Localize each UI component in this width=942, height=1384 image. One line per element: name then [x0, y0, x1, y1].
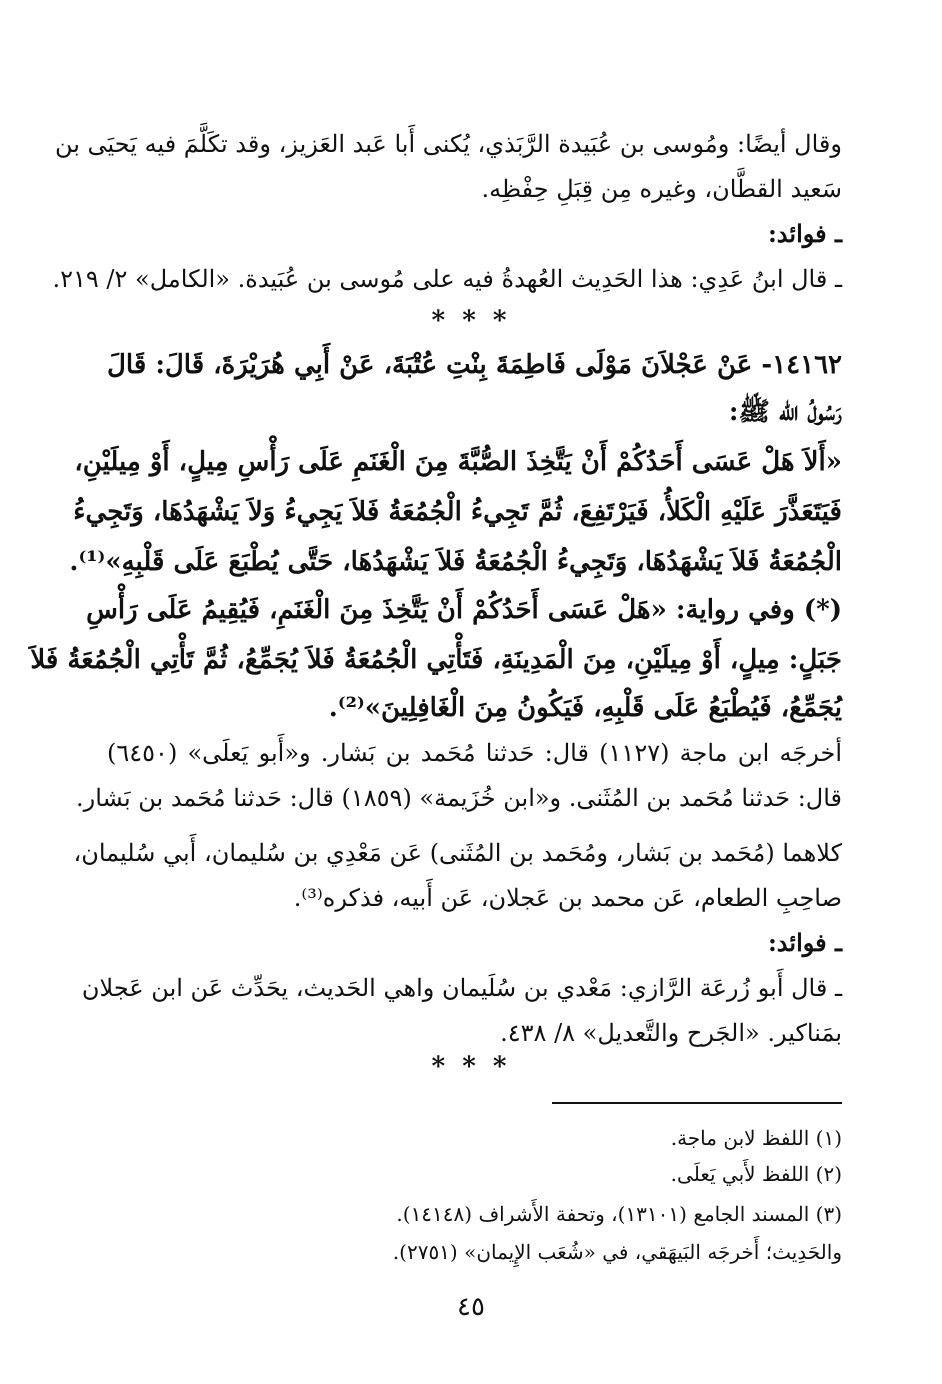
fawaid2-heading: ـ فوائد: [767, 928, 842, 957]
separator-stars: * * * [431, 306, 511, 336]
footnote-2: (٢) اللفظ لأَبي يَعلَى. [670, 1162, 842, 1186]
takhrij-line1: أخرجَه ابن ماجة (١١٢٧) قال: حَدثنا مُحَمد بن بَشار. و«أَبو يَعلَى» (٦٤٥٠) [107, 739, 842, 767]
takhrij-line2: قال: حَدثنا مُحَمد بن المُثَنى. و«ابن خُزَيمة» (١٨٥٩) قال: حَدثنا مُحَمد بن بَشار. [76, 784, 842, 812]
footnote-1: (١) اللفظ لابن ماجة. [670, 1126, 842, 1150]
hadith-line4: فَيَتَعَذَّرَ عَلَيْهِ الْكَلأُ، فَيَرْتَفِعَ، ثُمَّ تَجِيءُ الْجُمُعَةُ فَلاَ يَجِيءُ وَلاَ يَشْهَدُهَا، وَتَجِيءُ [73, 497, 842, 527]
hadith-line3: «أَلاَ هَلْ عَسَى أَحَدُكُمْ أَنْ يَتَّخِذَ الصُّبَّةَ مِنَ الْغَنَمِ عَلَى رَأْسِ مِيلٍ، أَوْ مِيلَيْنِ، [74, 447, 842, 477]
footnote-4: والحَدِيث؛ أَخرجَه البَيهَقي، في «شُعَب الإِيمان» (٢٧٥١). [392, 1240, 842, 1264]
kilahuma-line1: كلاهما (مُحَمد بن بَشار، ومُحَمد بن المُثَنى) عَن مَعْدِي بن سُليمان، أَبي سُليمان، [73, 839, 842, 867]
separator-stars-2: * * * [431, 1052, 511, 1082]
riwaya-line2: جَبَلٍ: مِيلٍ، أَوْ مِيلَيْنِ، مِنَ الْمَدِينَةِ، فَتَأْتِي الْجُمُعَةُ فَلاَ يُجَمِّعُ، ثُمَّ تَأْتِي الْجُمُعَةُ فَلاَ [30, 645, 842, 675]
riwaya-line1: (*) وفي رواية: «هَلْ عَسَى أَحَدُكُمْ أَنْ يَتَّخِذَ مِنَ الْغَنَمِ، فَيُقِيمُ عَلَى رَأْسِ [86, 595, 842, 625]
fawaid2-line1: ـ قال أَبو زُرعَة الرَّازي: مَعْدي بن سُلَيمان واهي الحَديث، يحَدِّث عَن ابن عَجلان [81, 974, 842, 1002]
fawaid1-heading: ـ فوائد: [767, 219, 842, 248]
hadith-line2: رَسُولُ الله ﷺ: [728, 397, 842, 427]
paragraph1-line1: وقال أيضًا: ومُوسى بن عُبَيدة الرَّبَذي، يُكنى أَبا عَبد العَزيز، وقد تكَلَّمَ فيه يَحيَى بن [54, 130, 842, 158]
footnote-3: (٣) المسند الجامع (١٣١٠١)، وتحفة الأَشراف (١٤١٤٨). [396, 1202, 842, 1226]
hadith-line5: الْجُمُعَةُ فَلاَ يَشْهَدُهَا، وَتَجِيءُ الْجُمُعَةُ فَلاَ يَشْهَدُهَا، حَتَّى يُطْبَعَ عَلَى قَلْبِهِ»⁽¹⁾. [69, 547, 842, 577]
kilahuma-line2: صاحِبِ الطعام، عَن محمد بن عَجلان، عَن أَبيه، فذكره⁽³⁾. [293, 884, 842, 912]
paragraph1-line2: سَعيد القطَّان، وغيره مِن قِبَلِ حِفْظِه. [481, 175, 842, 203]
fawaid1-line1: ـ قال ابنُ عَدِي: هذا الحَدِيث العُهدةُ فيه على مُوسى بن عُبَيدة. «الكامل» ٢/ ٢١٩. [52, 265, 842, 293]
fawaid2-line2: بمَناكير. «الجَرح والتَّعديل» ٨/ ٤٣٨. [500, 1019, 842, 1047]
hadith-line1: ١٤١٦٢- عَنْ عَجْلاَنَ مَوْلَى فَاطِمَةَ بِنْتِ عُتْبَةَ، عَنْ أَبِي هُرَيْرَةَ، قَالَ: قَالَ [107, 350, 842, 380]
footnote-divider [552, 1102, 842, 1104]
riwaya-line3: يُجَمِّعُ، فَيُطْبَعُ عَلَى قَلْبِهِ، فَيَكُونُ مِنَ الْغَافِلِينَ»⁽²⁾. [328, 693, 842, 723]
page-number: ٤٥ [457, 1292, 485, 1322]
